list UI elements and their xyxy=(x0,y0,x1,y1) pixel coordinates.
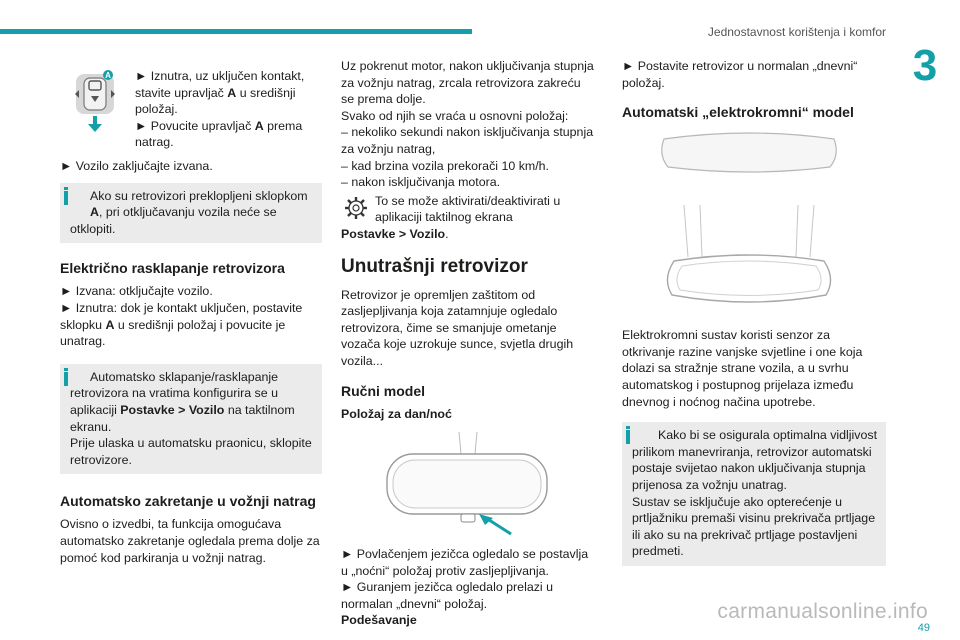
info-icon xyxy=(64,368,68,371)
switch-step-2: ► Povucite upravljač A prema natrag. xyxy=(135,118,303,150)
fold-step-1: ► Izvana: otključajte vozilo. xyxy=(60,284,213,299)
heading-adjust: Podešavanje xyxy=(341,613,417,628)
manual-step-1: ► Povlačenjem jezičca ogledalo se postavlja u „noćni“ položaj protiv zasljepljivanja. xyxy=(341,547,589,578)
inner-text: Retrovizor je opremljen zaštitom od zasljepljivanja koja zatamnjuje ogledalo retrovizora, čime se smanjuje ometanje vozača koje uzrokuje sunce, svjetla drugih vozila... xyxy=(341,287,574,368)
settings-gear-icon xyxy=(343,195,369,221)
column-2 xyxy=(341,58,597,629)
electrochromic-text: Elektrokromni sustav koristi senzor za otkrivanje razine vanjske svjetline i one koja dolazi sa stražnje strane vozila, a u svrhu automatskog i postupnog prijelaza između dnevnog i noćnog načina upotrebe. xyxy=(622,328,863,409)
heading-inner-mirror: Unutrašnji retrovizor xyxy=(341,255,528,277)
rearview-mirror-icon xyxy=(381,430,556,540)
switch-step-block xyxy=(60,58,322,150)
return-item-3: – nakon isključivanja motora. xyxy=(341,175,501,190)
heading-electrochromic: Automatski „elektrokromni“ model xyxy=(622,104,854,121)
heading-day-night: Položaj za dan/noć xyxy=(341,406,452,421)
info-icon xyxy=(626,426,630,429)
info-box-2: Automatsko sklapanje/rasklapanje retrovizora na vratima konfigurira se u aplikaciji Postavke > Vozilo na taktilnom ekranu. Prije ulaska u automatsku praonicu, sklopite retrovizore. xyxy=(60,364,322,475)
return-item-2: – kad brzina vozila prekorači 10 km/h. xyxy=(341,158,549,173)
settings-note: To se može aktivirati/deaktivirati u aplikaciji taktilnog ekrana Postavke > Vozilo. xyxy=(341,193,561,241)
header-accent-bar xyxy=(0,29,472,34)
column-3 xyxy=(622,58,886,578)
heading-manual: Ručni model xyxy=(341,382,426,399)
info-box-1: Ako su retrovizori preklopljeni sklopkom A, pri otključavanju vozila neće se otklopiti. xyxy=(60,183,322,244)
heading-reverse-tilt: Automatsko zakretanje u vožnji natrag xyxy=(60,493,316,510)
watermark: carmanualsonline.info xyxy=(717,600,928,623)
switch-step-1: ► Iznutra, uz uključen kontakt, stavite upravljač A u središnji položaj. xyxy=(135,69,305,117)
info-icon xyxy=(64,187,68,190)
heading-electric-fold: Električno rasklapanje retrovizora xyxy=(60,260,285,277)
svg-text:A: A xyxy=(105,71,111,80)
lock-step: ► Vozilo zaključajte izvana. xyxy=(60,159,213,173)
column-1 xyxy=(60,58,322,566)
page-number: 49 xyxy=(917,622,930,634)
return-item-1: – nekoliko sekundi nakon isključivanja stupnja za vožnju natrag, xyxy=(341,125,594,156)
adjust-step: ► Postavite retrovizor u normalan „dnevni“ položaj. xyxy=(622,59,858,90)
electrochromic-mirror-illustration xyxy=(644,129,854,319)
reverse-text: Uz pokrenut motor, nakon uključivanja stupnja za vožnju natrag, zrcala retrovizora zakreću se prema dolje. xyxy=(341,59,594,107)
section-title: Jednostavnost korištenja i komfor xyxy=(707,25,886,39)
info-box-3: Kako bi se osigurala optimalna vidljivost prilikom manevriranja, retrovizor automatski postaje svijetao nakon uključivanja stupnja prijenosa za vožnju unatrag. Sustav se isključuje ako opterećenje u prtljažniku premaši visinu prekrivača prtljage ili ako su na prekrivač prtljage postavljeni predmeti. xyxy=(622,422,886,566)
manual-step-2: ► Guranjem jezičca ogledalo prelazi u normalan „dnevni“ položaj. xyxy=(341,580,553,611)
return-intro: Svako od njih se vraća u osnovni položaj: xyxy=(341,108,569,123)
tilt-text: Ovisno o izvedbi, ta funkcija omogućava automatsko zakretanje ogledala prema dolje za pomoć kod parkiranja u vožnji natrag. xyxy=(60,517,320,565)
mirror-switch-icon xyxy=(72,66,122,136)
fold-step-2: ► Iznutra: dok je kontakt uključen, postavite sklopku A u središnji položaj i povucite je unatrag. xyxy=(60,300,303,349)
chapter-number: 3 xyxy=(912,41,938,90)
